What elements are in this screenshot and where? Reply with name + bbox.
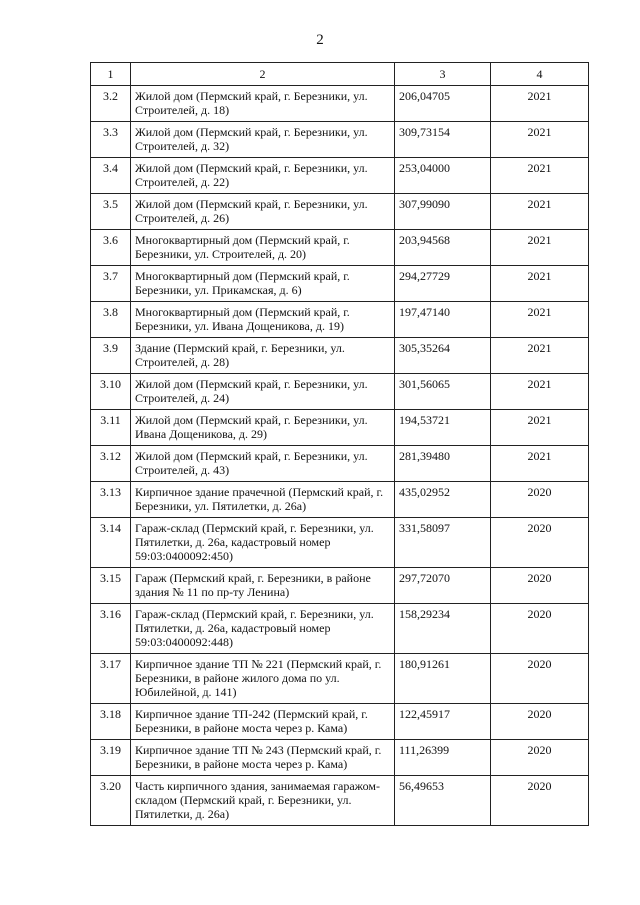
value-cell: 180,91261	[395, 654, 491, 704]
year-cell: 2021	[491, 194, 589, 230]
row-number-cell: 3.7	[91, 266, 131, 302]
row-number-cell: 3.14	[91, 518, 131, 568]
row-number-cell: 3.17	[91, 654, 131, 704]
row-number-cell: 3.4	[91, 158, 131, 194]
table-row	[91, 604, 589, 654]
row-number-cell: 3.10	[91, 374, 131, 410]
object-name-cell: Жилой дом (Пермский край, г. Березники, ул. Ивана Дощеникова, д. 29)	[131, 410, 395, 446]
column-header: 2	[131, 63, 395, 86]
row-number-cell: 3.20	[91, 776, 131, 826]
table-row	[91, 776, 589, 826]
column-header: 4	[491, 63, 589, 86]
year-cell: 2021	[491, 266, 589, 302]
year-cell: 2021	[491, 86, 589, 122]
object-name-cell: Жилой дом (Пермский край, г. Березники, ул. Строителей, д. 26)	[131, 194, 395, 230]
year-cell: 2021	[491, 302, 589, 338]
object-name-cell: Гараж-склад (Пермский край, г. Березники, ул. Пятилетки, д. 26а, кадастровый номер 59:03:0400092:450)	[131, 518, 395, 568]
year-cell: 2021	[491, 446, 589, 482]
object-name-cell: Жилой дом (Пермский край, г. Березники, ул. Строителей, д. 32)	[131, 122, 395, 158]
table-row	[91, 302, 589, 338]
year-cell: 2021	[491, 122, 589, 158]
year-cell: 2020	[491, 654, 589, 704]
value-cell: 56,49653	[395, 776, 491, 826]
row-number-cell: 3.9	[91, 338, 131, 374]
table-row	[91, 158, 589, 194]
value-cell: 122,45917	[395, 704, 491, 740]
year-cell: 2021	[491, 230, 589, 266]
object-name-cell: Часть кирпичного здания, занимаемая гаражом-складом (Пермский край, г. Березники, ул. Пятилетки, д. 26а)	[131, 776, 395, 826]
object-name-cell: Кирпичное здание ТП № 221 (Пермский край, г. Березники, в районе жилого дома по ул. Юбилейной, д. 141)	[131, 654, 395, 704]
year-cell: 2021	[491, 158, 589, 194]
row-number-cell: 3.8	[91, 302, 131, 338]
table-row	[91, 122, 589, 158]
object-name-cell: Кирпичное здание прачечной (Пермский край, г. Березники, ул. Пятилетки, д. 26а)	[131, 482, 395, 518]
value-cell: 305,35264	[395, 338, 491, 374]
value-cell: 435,02952	[395, 482, 491, 518]
row-number-cell: 3.16	[91, 604, 131, 654]
value-cell: 294,27729	[395, 266, 491, 302]
table-row	[91, 410, 589, 446]
object-name-cell: Жилой дом (Пермский край, г. Березники, ул. Строителей, д. 43)	[131, 446, 395, 482]
table-row	[91, 654, 589, 704]
year-cell: 2020	[491, 604, 589, 654]
table-row	[91, 740, 589, 776]
year-cell: 2020	[491, 482, 589, 518]
value-cell: 197,47140	[395, 302, 491, 338]
value-cell: 111,26399	[395, 740, 491, 776]
object-name-cell: Здание (Пермский край, г. Березники, ул. Строителей, д. 28)	[131, 338, 395, 374]
year-cell: 2020	[491, 776, 589, 826]
page-number: 2	[316, 32, 324, 48]
value-cell: 203,94568	[395, 230, 491, 266]
object-name-cell: Кирпичное здание ТП № 243 (Пермский край, г. Березники, в районе моста через р. Кама)	[131, 740, 395, 776]
row-number-cell: 3.15	[91, 568, 131, 604]
row-number-cell: 3.3	[91, 122, 131, 158]
object-name-cell: Многоквартирный дом (Пермский край, г. Березники, ул. Прикамская, д. 6)	[131, 266, 395, 302]
year-cell: 2020	[491, 568, 589, 604]
row-number-cell: 3.12	[91, 446, 131, 482]
value-cell: 253,04000	[395, 158, 491, 194]
value-cell: 297,72070	[395, 568, 491, 604]
table-row	[91, 338, 589, 374]
object-name-cell: Гараж-склад (Пермский край, г. Березники, ул. Пятилетки, д. 26а, кадастровый номер 59:03:0400092:448)	[131, 604, 395, 654]
year-cell: 2021	[491, 410, 589, 446]
value-cell: 301,56065	[395, 374, 491, 410]
object-name-cell: Многоквартирный дом (Пермский край, г. Березники, ул. Ивана Дощеникова, д. 19)	[131, 302, 395, 338]
table-row	[91, 266, 589, 302]
table-row	[91, 446, 589, 482]
row-number-cell: 3.19	[91, 740, 131, 776]
column-header: 3	[395, 63, 491, 86]
object-name-cell: Многоквартирный дом (Пермский край, г. Березники, ул. Строителей, д. 20)	[131, 230, 395, 266]
row-number-cell: 3.11	[91, 410, 131, 446]
table-row	[91, 230, 589, 266]
table-row	[91, 194, 589, 230]
value-cell: 307,99090	[395, 194, 491, 230]
object-name-cell: Кирпичное здание ТП-242 (Пермский край, г. Березники, в районе моста через р. Кама)	[131, 704, 395, 740]
year-cell: 2020	[491, 704, 589, 740]
value-cell: 331,58097	[395, 518, 491, 568]
row-number-cell: 3.18	[91, 704, 131, 740]
table-row	[91, 568, 589, 604]
table-header-row	[91, 63, 589, 86]
year-cell: 2020	[491, 518, 589, 568]
table-row	[91, 86, 589, 122]
table-row	[91, 518, 589, 568]
year-cell: 2020	[491, 740, 589, 776]
object-name-cell: Жилой дом (Пермский край, г. Березники, ул. Строителей, д. 18)	[131, 86, 395, 122]
column-header: 1	[91, 63, 131, 86]
row-number-cell: 3.13	[91, 482, 131, 518]
object-name-cell: Гараж (Пермский край, г. Березники, в районе здания № 11 по пр-ту Ленина)	[131, 568, 395, 604]
table-row	[91, 482, 589, 518]
object-name-cell: Жилой дом (Пермский край, г. Березники, ул. Строителей, д. 22)	[131, 158, 395, 194]
value-cell: 309,73154	[395, 122, 491, 158]
row-number-cell: 3.5	[91, 194, 131, 230]
value-cell: 281,39480	[395, 446, 491, 482]
value-cell: 194,53721	[395, 410, 491, 446]
year-cell: 2021	[491, 374, 589, 410]
row-number-cell: 3.2	[91, 86, 131, 122]
document-table	[90, 62, 589, 826]
table-row	[91, 704, 589, 740]
year-cell: 2021	[491, 338, 589, 374]
value-cell: 158,29234	[395, 604, 491, 654]
row-number-cell: 3.6	[91, 230, 131, 266]
table-row	[91, 374, 589, 410]
value-cell: 206,04705	[395, 86, 491, 122]
object-name-cell: Жилой дом (Пермский край, г. Березники, ул. Строителей, д. 24)	[131, 374, 395, 410]
